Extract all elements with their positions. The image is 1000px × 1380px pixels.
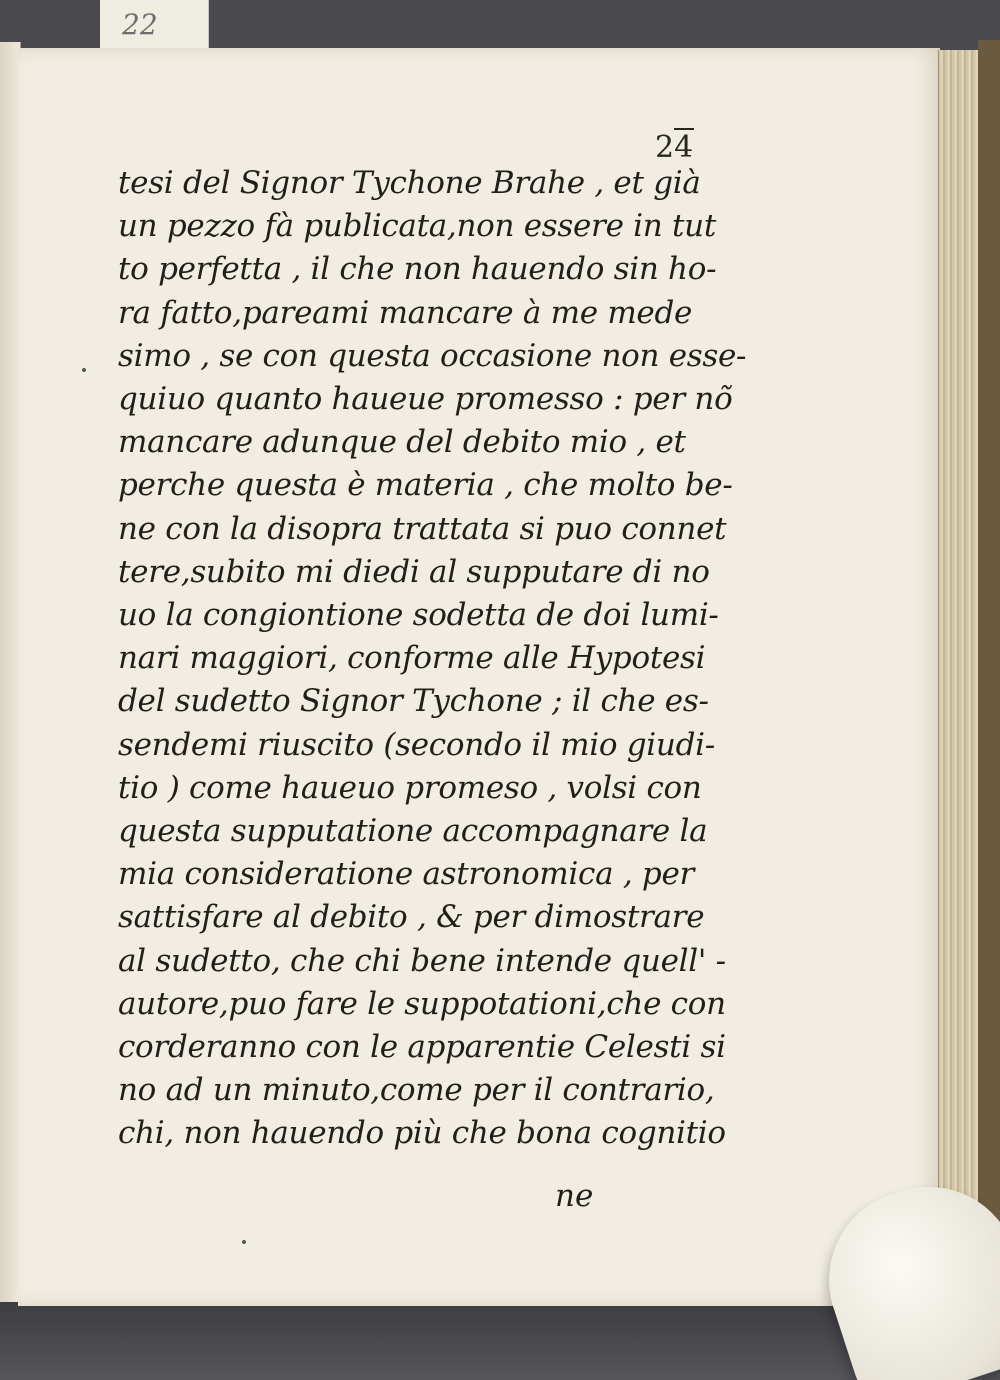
page-number: 24 [655,130,694,165]
text-line: autore,puo fare le suppotationi,che con [118,985,726,1022]
text-line: perche questa è materia , che molto be- [118,467,733,504]
text-line: no ad un minuto,come per il contrario, [118,1072,715,1109]
catchword: ne [555,1178,594,1214]
margin-dot [242,1240,246,1244]
text-line: tere,subito mi diedi al supputare di no [118,553,710,590]
text-line: tesi del Signor Tychone Brahe , et già [118,165,701,201]
text-line: mia consideratione astronomica , per [118,856,695,893]
text-line: ra fatto,pareami mancare à me mede [118,294,693,331]
text-line: chi, non hauendo più che bona cognitio [118,1115,726,1152]
text-line: ne con la disopra trattata si puo connet [118,510,727,547]
text-line: simo , se con questa occasione non esse- [118,337,747,374]
text-line: del sudetto Signor Tychone ; il che es- [118,683,709,720]
text-line: sattisfare al debito , & per dimostrare [118,899,705,936]
text-line: al sudetto, che chi bene intende quell' - [118,942,726,979]
tab-number: 22 [122,8,158,41]
text-line: uo la congiontione sodetta de doi lumi- [118,597,719,634]
text-line: tio ) come haueuo promeso , volsi con [118,769,702,806]
text-line: nari maggiori, conforme alle Hypotesi [118,640,706,677]
text-line: questa supputatione accompagnare la [118,813,708,850]
text-line: sendemi riuscito (secondo il mio giudi- [118,726,715,763]
text-line: to perfetta , il che non hauendo sin ho- [118,251,717,288]
margin-dot [82,368,86,372]
page-text [118,162,747,1156]
text-line: mancare adunque del debito mio , et [118,424,686,461]
text-line: quiuo quanto haueue promesso : per nõ [118,381,733,418]
text-line: un pezzo fà publicata,non essere in tut [118,208,716,245]
book-cover-edge [978,40,1000,1290]
text-line: corderanno con le apparentie Celesti si [118,1029,726,1066]
